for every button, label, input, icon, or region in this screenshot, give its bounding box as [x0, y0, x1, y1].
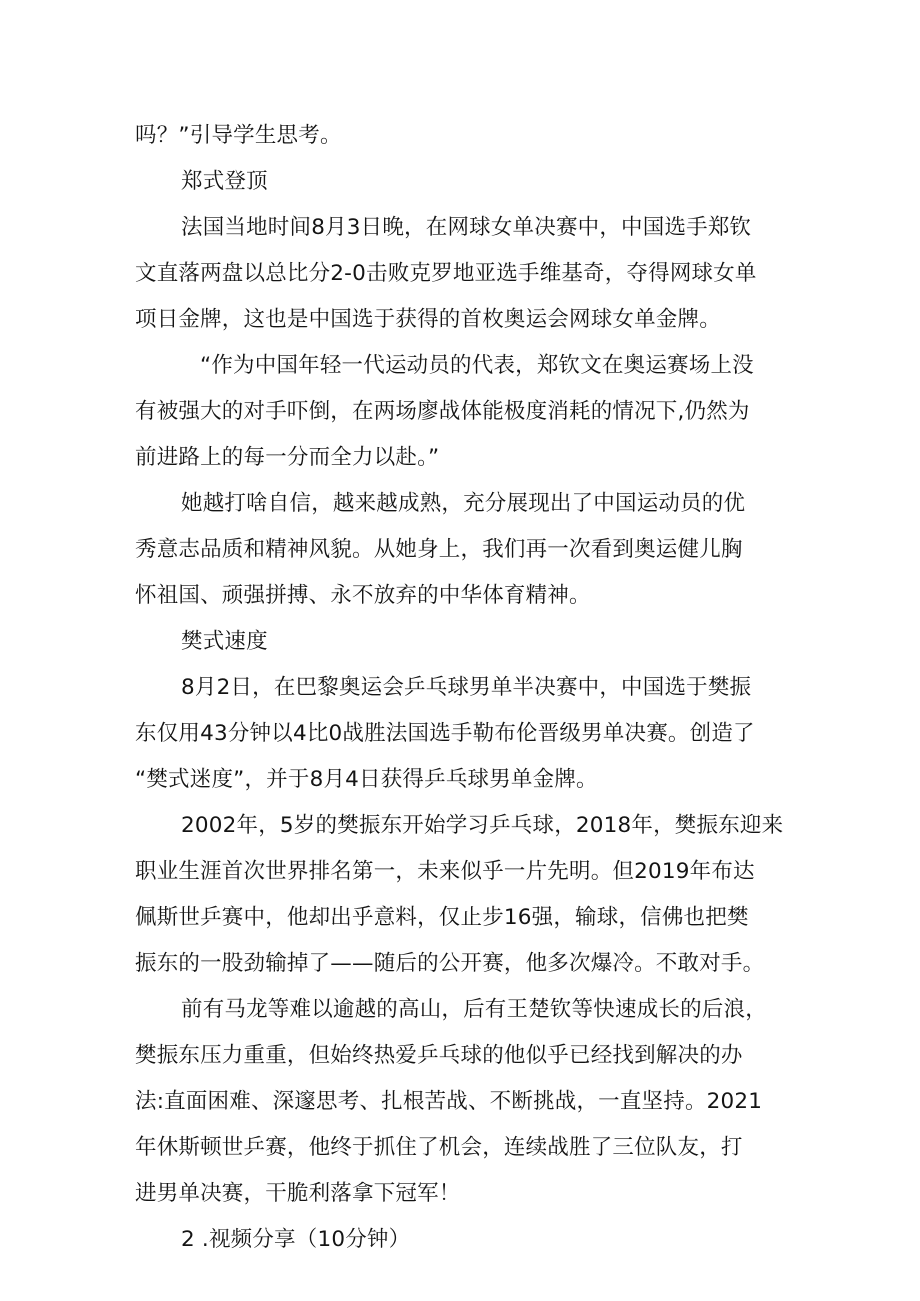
- text-line: 佩斯世乒赛中，他却出乎意料，仅止步16强，输球，信佛也把樊: [135, 905, 749, 930]
- text-line: 郑式登顶: [181, 169, 268, 194]
- text-line: 有被强大的对手吓倒，在两场廖战体能极度消耗的情况下,仍然为: [135, 399, 750, 424]
- text-line: 前有马龙等难以逾越的高山，后有王楚钦等快速成长的后浪，: [181, 997, 767, 1022]
- text-line: 2 .视频分享（10分钟）: [181, 1227, 411, 1252]
- text-line: 法:直面困难、深邃思考、扎根苦战、不断挑战，一直坚持。2021: [135, 1089, 763, 1114]
- text-line: 法国当地时间8月3日晚，在网球女单决赛中，中国选手郑钦: [181, 215, 752, 240]
- text-line: 怀祖国、顽强拼搏、永不放弃的中华体育精神。: [135, 583, 591, 608]
- text-line: 年休斯顿世乒赛，他终于抓住了机会，连续战胜了三位队友，打: [135, 1135, 743, 1160]
- text-line: 吗？”引导学生思考。: [135, 123, 342, 148]
- text-line: 前进路上的每一分而全力以赴。”: [135, 445, 440, 470]
- document-body: [135, 113, 824, 1263]
- text-line: 樊式速度: [181, 629, 268, 654]
- text-line: 东仅用43分钟以4比0战胜法国选手勒布伦晋级男单决赛。创造了: [135, 721, 755, 746]
- text-line: 进男单决赛，干脆利落拿下冠军！: [135, 1181, 461, 1206]
- text-line: 项日金牌，这也是中国选于获得的首枚奥运会网球女单金牌。: [135, 307, 721, 332]
- text-line: 她越打啥自信，越来越成熟，充分展现出了中国运动员的优: [181, 491, 746, 516]
- text-line: 2002年，5岁的樊振东开始学习乒乓球，2018年，樊振东迎来: [181, 813, 784, 838]
- text-line: 文直落两盘以总比分2-0击败克罗地亚选手维基奇，夺得网球女单: [135, 261, 757, 286]
- text-line: 樊振东压力重重，但始终热爱乒乓球的他似乎已经找到解决的办: [135, 1043, 743, 1068]
- text-line: 职业生涯首次世界排名第一，未来似乎一片先明。但2019年布达: [135, 859, 755, 884]
- text-line: “作为中国年轻一代运动员的代表，郑钦文在奥运赛场上没: [200, 353, 754, 378]
- text-line: 8月2日，在巴黎奥运会乒乓球男单半决赛中，中国选于樊振: [181, 675, 752, 700]
- text-line: “樊式迷度”，并于8月4日获得乒乓球男单金牌。: [135, 767, 598, 792]
- text-line: 秀意志品质和精神风貌。从她身上，我们再一次看到奥运健儿胸: [135, 537, 743, 562]
- text-line: 振东的一股劲输掉了——随后的公开赛，他多次爆冷。不敢对手。: [135, 951, 765, 976]
